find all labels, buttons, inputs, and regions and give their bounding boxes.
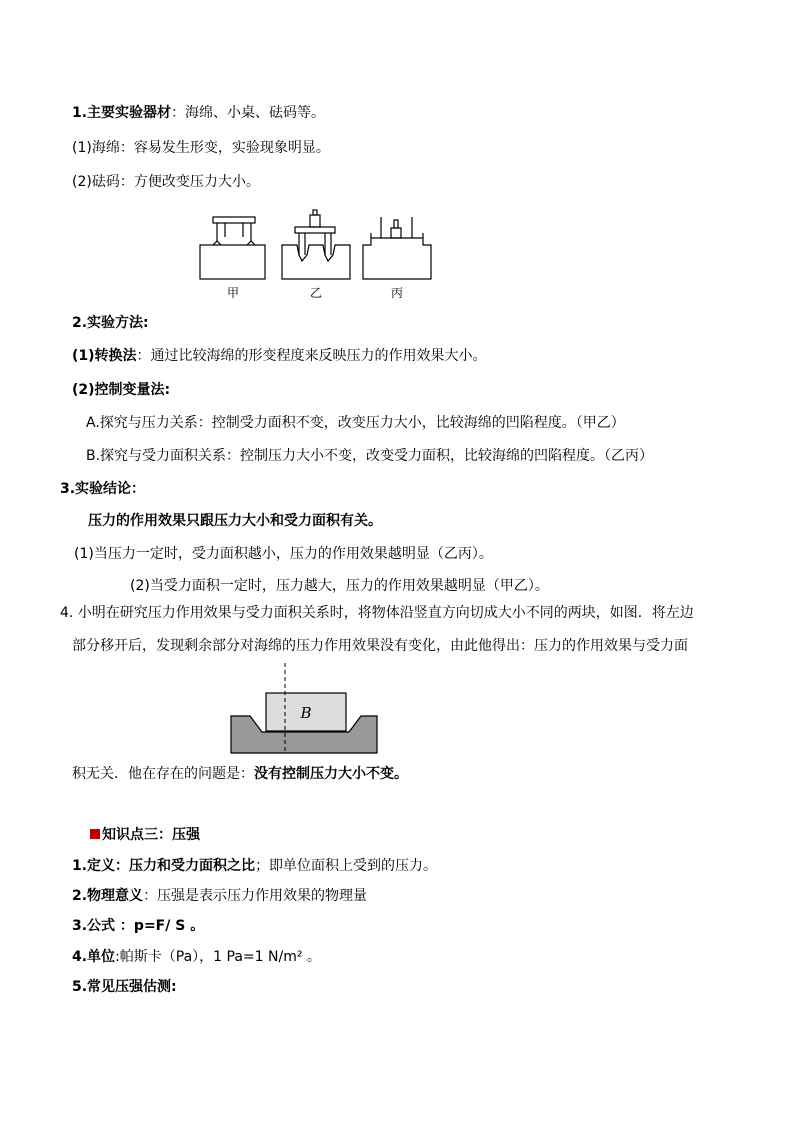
block-b-figure — [228, 660, 380, 758]
conclusion-text: 压力的作用效果只跟压力大小和受力面积有关。 — [88, 513, 382, 529]
question-line-2: 部分移开后，发现剩余部分对海绵的压力作用效果没有变化，由此他得出：压力的作用效果与受力面 — [72, 638, 688, 654]
formula-line: 3.公式 ：p=F/ S 。 — [72, 918, 205, 934]
knowledge-title-text: 知识点三：压强 — [102, 827, 200, 843]
estimate-line: 5.常见压强估测: — [72, 979, 177, 995]
method-conversion — [72, 346, 487, 366]
definition-bold: 1.定义：压力和受力面积之比 — [72, 858, 256, 874]
definition-line — [72, 856, 437, 876]
question-line-1: 4. 小明在研究压力作用效果与受力面积关系时，将物体沿竖直方向切成大小不同的两块，如图．将左边 — [60, 605, 694, 621]
fig-label-yi: 乙 — [309, 286, 323, 300]
meaning-bold: 2.物理意义 — [72, 888, 144, 904]
conclusion-heading: 3.实验结论： — [60, 481, 146, 497]
weight-item: (2)砝码：方便改变压力大小。 — [72, 174, 260, 190]
conversion-label: (1)转换法 — [72, 348, 137, 364]
answer-text: 没有控制压力大小不变。 — [254, 766, 408, 782]
unit-line — [72, 947, 321, 967]
conclusion-item-1: (1)当压力一定时，受力面积越小，压力的作用效果越明显（乙丙）。 — [74, 546, 493, 562]
method-sub-b: B.探究与受力面积关系：控制压力大小不变，改变受力面积，比较海绵的凹陷程度。（乙丙） — [86, 448, 654, 464]
fig-label-jia: 甲 — [226, 286, 240, 300]
block-label: B — [300, 704, 312, 722]
knowledge-title — [90, 825, 200, 845]
unit-bold: 4.单位 — [72, 949, 116, 965]
equipment-text: ：海绵、小桌、砝码等。 — [171, 105, 326, 121]
equipment-heading: 1.主要实验器材 — [72, 105, 172, 121]
definition-text: ；即单位面积上受到的压力。 — [255, 858, 438, 874]
red-square-icon — [90, 829, 100, 839]
equipment-line — [72, 103, 325, 123]
conversion-text: ：通过比较海绵的形变程度来反映压力的作用效果大小。 — [136, 348, 487, 364]
sponge-experiment-figure — [195, 205, 445, 305]
unit-text: :帕斯卡（Pa），1 Pa=1 N/m² 。 — [115, 949, 321, 965]
meaning-text: ：压强是表示压力作用效果的物理量 — [143, 888, 368, 904]
question-line-3 — [72, 764, 408, 784]
sponge-item: (1)海绵：容易发生形变，实验现象明显。 — [72, 140, 330, 156]
fig-label-bing: 丙 — [390, 286, 404, 300]
method-control: (2)控制变量法: — [72, 382, 171, 398]
method-heading: 2.实验方法: — [72, 315, 149, 331]
question-text: 积无关．他在存在的问题是： — [72, 766, 254, 782]
conclusion-item-2: (2)当受力面积一定时，压力越大，压力的作用效果越明显（甲乙）。 — [130, 578, 549, 594]
meaning-line — [72, 886, 367, 906]
method-sub-a: A.探究与压力关系：控制受力面积不变，改变压力大小，比较海绵的凹陷程度。（甲乙） — [86, 415, 625, 431]
